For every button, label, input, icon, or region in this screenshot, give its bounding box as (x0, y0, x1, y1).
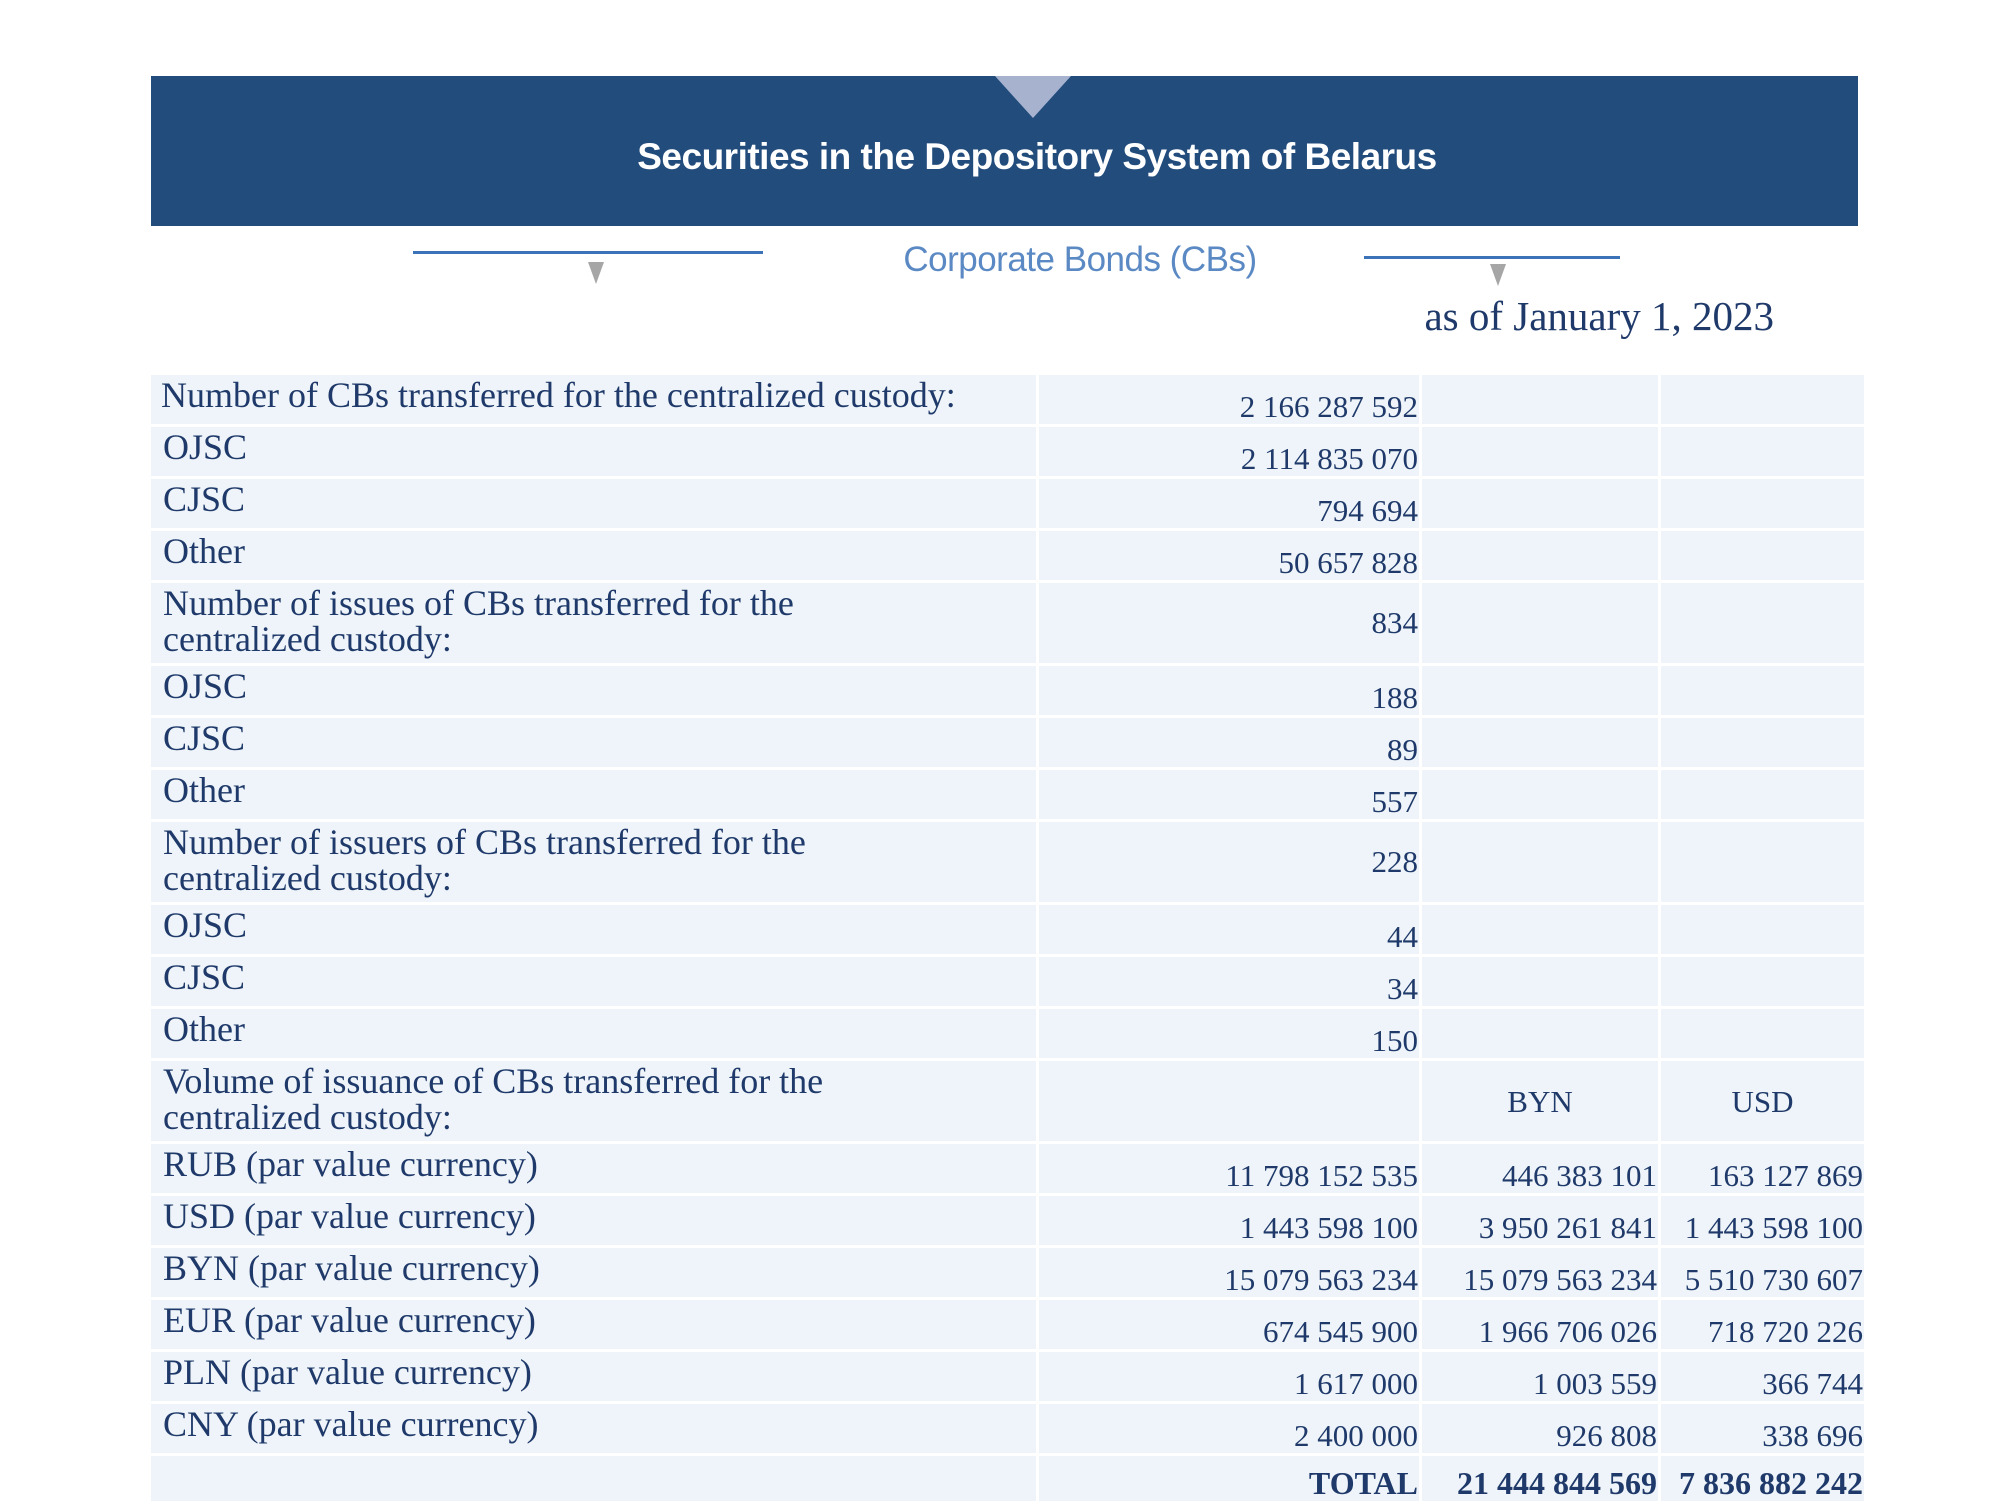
empty-cell (1422, 531, 1658, 580)
header-notch (995, 76, 1071, 118)
row-label: Number of issues of CBs transferred for the centralized custody: (151, 583, 1036, 663)
par-value: 2 400 000 (1039, 1404, 1419, 1453)
table-row (151, 1144, 1864, 1193)
table-row (151, 427, 1864, 476)
table-row (151, 1061, 1864, 1141)
row-value: 834 (1039, 583, 1419, 663)
byn-value: 926 808 (1422, 1404, 1658, 1453)
section-subtitle: Corporate Bonds (CBs) (903, 240, 1257, 279)
right-decorative-line (1364, 256, 1620, 259)
empty-cell (1661, 583, 1864, 663)
row-label: CJSC (151, 957, 1036, 1006)
row-label: USD (par value currency) (151, 1196, 1036, 1245)
row-label: PLN (par value currency) (151, 1352, 1036, 1401)
table-row (151, 1300, 1864, 1349)
row-value: 50 657 828 (1039, 531, 1419, 580)
row-label: Volume of issuance of CBs transferred for the centralized custody: (151, 1061, 1036, 1141)
usd-value: 338 696 (1661, 1404, 1864, 1453)
empty-cell (1661, 531, 1864, 580)
empty-cell (1422, 479, 1658, 528)
empty-cell (1661, 905, 1864, 954)
row-label: BYN (par value currency) (151, 1248, 1036, 1297)
byn-value: 1 003 559 (1422, 1352, 1658, 1401)
row-value: 228 (1039, 822, 1419, 902)
table-row (151, 1009, 1864, 1058)
column-header-usd: USD (1661, 1061, 1864, 1141)
par-value: 674 545 900 (1039, 1300, 1419, 1349)
row-value: 794 694 (1039, 479, 1419, 528)
empty-cell (1422, 666, 1658, 715)
usd-value: 1 443 598 100 (1661, 1196, 1864, 1245)
table-row (151, 770, 1864, 819)
row-label: Number of CBs transferred for the centralized custody: (151, 375, 1036, 424)
right-arrow-down-icon (1490, 264, 1506, 286)
row-label: EUR (par value currency) (151, 1300, 1036, 1349)
empty-cell (1422, 905, 1658, 954)
row-label: Number of issuers of CBs transferred for the centralized custody: (151, 822, 1036, 902)
row-label: Other (151, 531, 1036, 580)
empty-cell (1422, 957, 1658, 1006)
empty-cell (1661, 1009, 1864, 1058)
row-label: Other (151, 770, 1036, 819)
securities-table (148, 372, 1867, 1504)
total-byn: 21 444 844 569 (1422, 1456, 1658, 1501)
row-label: RUB (par value currency) (151, 1144, 1036, 1193)
empty-cell (1422, 718, 1658, 767)
empty-cell (1661, 375, 1864, 424)
byn-value: 1 966 706 026 (1422, 1300, 1658, 1349)
row-label: CJSC (151, 479, 1036, 528)
row-label: Other (151, 1009, 1036, 1058)
row-value: 2 166 287 592 (1039, 375, 1419, 424)
empty-cell (1661, 957, 1864, 1006)
par-value: 1 443 598 100 (1039, 1196, 1419, 1245)
empty-cell (1422, 375, 1658, 424)
column-header-byn: BYN (1422, 1061, 1658, 1141)
table-row (151, 1248, 1864, 1297)
row-label: CJSC (151, 718, 1036, 767)
row-value: 2 114 835 070 (1039, 427, 1419, 476)
total-label: TOTAL (1039, 1456, 1419, 1501)
par-value: 15 079 563 234 (1039, 1248, 1419, 1297)
byn-value: 446 383 101 (1422, 1144, 1658, 1193)
total-row (151, 1456, 1864, 1501)
row-value: 188 (1039, 666, 1419, 715)
row-value: 34 (1039, 957, 1419, 1006)
row-value: 150 (1039, 1009, 1419, 1058)
table-row (151, 583, 1864, 663)
table-row (151, 666, 1864, 715)
empty-cell (1422, 583, 1658, 663)
table-row (151, 822, 1864, 902)
empty-cell (1661, 666, 1864, 715)
empty-cell (151, 1456, 1036, 1501)
table-row (151, 1352, 1864, 1401)
usd-value: 718 720 226 (1661, 1300, 1864, 1349)
row-label: OJSC (151, 666, 1036, 715)
empty-cell (1039, 1061, 1419, 1141)
empty-cell (1661, 770, 1864, 819)
row-value: 44 (1039, 905, 1419, 954)
table-row (151, 531, 1864, 580)
row-value: 557 (1039, 770, 1419, 819)
byn-value: 3 950 261 841 (1422, 1196, 1658, 1245)
table-row (151, 1196, 1864, 1245)
empty-cell (1661, 479, 1864, 528)
left-decorative-line (413, 251, 763, 254)
left-arrow-down-icon (588, 262, 604, 284)
table-row (151, 905, 1864, 954)
table-row (151, 957, 1864, 1006)
usd-value: 163 127 869 (1661, 1144, 1864, 1193)
empty-cell (1422, 427, 1658, 476)
row-label: OJSC (151, 905, 1036, 954)
table-row (151, 375, 1864, 424)
empty-cell (1661, 427, 1864, 476)
page-title: Securities in the Depository System of Belarus (637, 136, 1437, 177)
usd-value: 5 510 730 607 (1661, 1248, 1864, 1297)
empty-cell (1661, 822, 1864, 902)
row-label: CNY (par value currency) (151, 1404, 1036, 1453)
par-value: 11 798 152 535 (1039, 1144, 1419, 1193)
empty-cell (1661, 718, 1864, 767)
table-row (151, 1404, 1864, 1453)
empty-cell (1422, 1009, 1658, 1058)
total-usd: 7 836 882 242 (1661, 1456, 1864, 1501)
table-row (151, 718, 1864, 767)
row-value: 89 (1039, 718, 1419, 767)
usd-value: 366 744 (1661, 1352, 1864, 1401)
empty-cell (1422, 822, 1658, 902)
as-of-date: as of January 1, 2023 (1424, 293, 1774, 339)
byn-value: 15 079 563 234 (1422, 1248, 1658, 1297)
row-label: OJSC (151, 427, 1036, 476)
empty-cell (1422, 770, 1658, 819)
table-row (151, 479, 1864, 528)
par-value: 1 617 000 (1039, 1352, 1419, 1401)
